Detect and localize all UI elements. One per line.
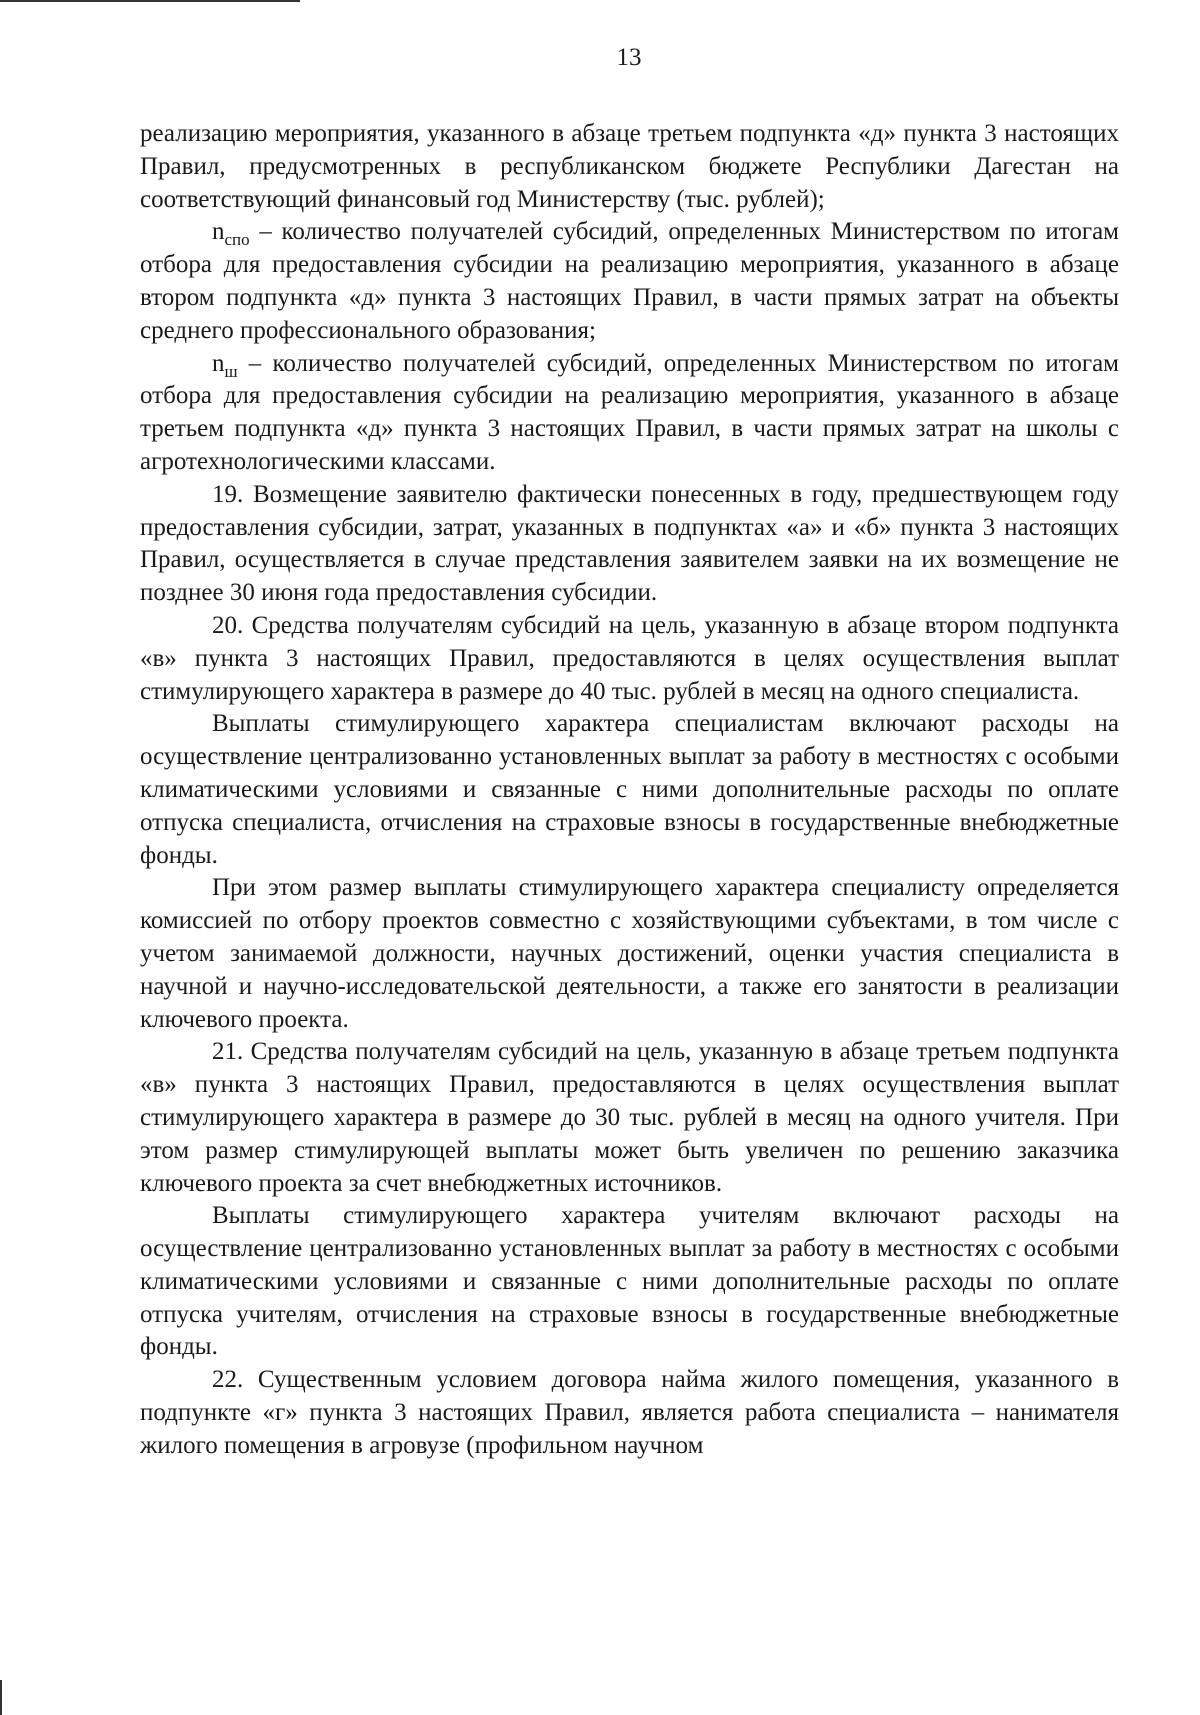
paragraph-21-payments: Выплаты стимулирующего характера учителям включают расходы на осуществление централизованно установленных выплат за работу в местностях с особыми климатическими условиями и связанные с ними дополнительные расходы по оплате отпуска учителям, отчисления на страховые взносы в государственные внебюджетные фонды. xyxy=(140,1202,1119,1361)
variable-subscript: спо xyxy=(224,230,250,250)
paragraph-22: 22. Существенным условием договора найма жилого помещения, указанного в подпункте «г» пункта 3 настоящих Правил, является работа специалиста – нанимателя жилого помещения в агровузе (профильном научном xyxy=(140,1366,1119,1459)
scan-edge-top xyxy=(0,0,300,2)
variable-subscript: ш xyxy=(224,361,238,381)
paragraph-n-spo-definition xyxy=(140,216,1119,347)
document-body xyxy=(140,118,1119,1463)
scan-edge-left xyxy=(0,1680,2,1715)
page-number: 13 xyxy=(616,44,642,71)
variable-symbol: n xyxy=(212,218,225,246)
variable-symbol: n xyxy=(212,349,225,377)
paragraph-n-sh-definition xyxy=(140,348,1119,479)
paragraph-budget-continuation: реализацию мероприятия, указанного в абзаце третьем подпункта «д» пункта 3 настоящих Правил, предусмотренных в республиканском бюджете Республики Дагестан на соответствующий финансовый год Министерству (тыс. рублей); xyxy=(140,120,1119,213)
paragraph-20-amount: При этом размер выплаты стимулирующего характера специалисту определяется комиссией по отбору проектов совместно с хозяйствующими субъектами, в том числе с учетом занимаемой должности, научных достижений, оценки участия специалиста в научной и научно-исследовательской деятельности, а также его занятости в реализации ключевого проекта. xyxy=(140,874,1119,1033)
paragraph-20: 20. Средства получателям субсидий на цель, указанную в абзаце втором подпункта «в» пункта 3 настоящих Правил, предоставляются в целях осуществления выплат стимулирующего характера в размере до 40 тыс. рублей в месяц на одного специалиста. xyxy=(140,611,1119,705)
definition-text: – количество получателей субсидий, определенных Министерством по итогам отбора для предоставления субсидии на реализацию мероприятия, указанного в абзаце третьем подпункта «д» пункта 3 настоящих Правил, в части прямых затрат на школы с агротехнологическими классами. xyxy=(140,349,1119,475)
definition-text: – количество получателей субсидий, определенных Министерством по итогам отбора для предоставления субсидии на реализацию мероприятия, указанного в абзаце втором подпункта «д» пункта 3 настоящих Правил, в части прямых затрат на объекты среднего профессионального образования; xyxy=(140,218,1119,344)
paragraph-20-payments: Выплаты стимулирующего характера специалистам включают расходы на осуществление централизованно установленных выплат за работу в местностях с особыми климатическими условиями и связанные с ними дополнительные расходы по оплате отпуска специалиста, отчисления на страховые взносы в государственные внебюджетные фонды. xyxy=(140,710,1119,869)
paragraph-19: 19. Возмещение заявителю фактически понесенных в году, предшествующем году предоставления субсидии, затрат, указанных в подпунктах «а» и «б» пункта 3 настоящих Правил, осуществляется в случае представления заявителем заявки на их возмещение не позднее 30 июня года предоставления субсидии. xyxy=(140,480,1119,607)
paragraph-21: 21. Средства получателям субсидий на цель, указанную в абзаце третьем подпункта «в» пункта 3 настоящих Правил, предоставляются в целях осуществления выплат стимулирующего характера в размере до 30 тыс. рублей в месяц на одного учителя. При этом размер стимулирующей выплаты может быть увеличен по решению заказчика ключевого проекта за счет внебюджетных источников. xyxy=(140,1038,1119,1197)
